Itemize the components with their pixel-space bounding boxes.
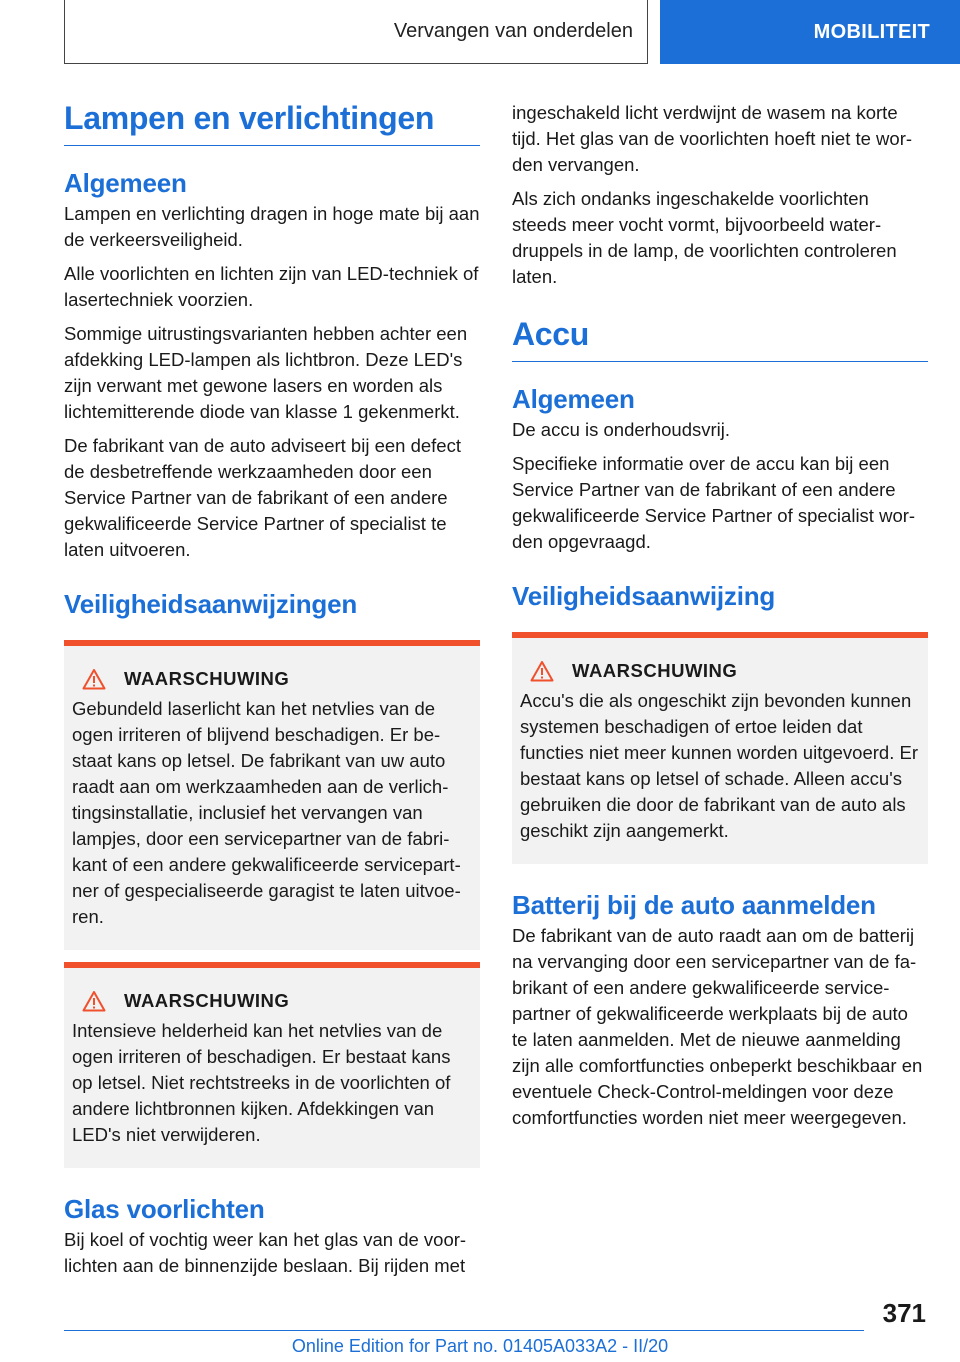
header-section-title: Vervangen van onderdelen (393, 20, 633, 42)
heading-algemeen-accu: Algemeen (512, 384, 635, 414)
paragraph: Als zich ondanks ingeschakelde voorlichten steeds meer vocht vormt, bijvoorbeeld waterdruppels in de lamp, de voorlichten controleren laten. (512, 188, 897, 287)
heading-algemeen-lampen: Algemeen (64, 168, 187, 198)
heading-veiligheidsaanwijzing: Veiligheidsaanwijzing (512, 581, 776, 611)
paragraph: De fabrikant van de auto raadt aan om de batterij na vervanging door een servicepartner van de fabrikant of een andere gekwalificeerde servicepartner of gekwalificeerde werkplaats bij de auto te laten aanmelden. Met de nieuwe aanmelding zijn alle comfortfuncties onbeperkt beschikbaar en eventuele Check-Control-meldingen voor deze comfortfuncties worden niet meer weergegeven. (512, 925, 923, 1128)
warning-title: WAARSCHUWING (124, 990, 290, 1011)
paragraph: De fabrikant van de auto adviseert bij een defect de desbetreffende werkzaamheden door een Service Partner van de fabrikant of een andere gekwalificeerde Service Partner of specialist te laten uitvoeren. (64, 435, 461, 560)
section-title-accu: Accu (512, 316, 928, 362)
header-chapter-tab[interactable] (660, 0, 960, 64)
header-chapter-label: MOBILITEIT (813, 20, 930, 43)
warning-box (64, 640, 480, 950)
footer-divider (64, 1330, 864, 1331)
warning-text: Intensieve helderheid kan het netvlies van de ogen irriteren of beschadigen. Er bestaat kans op letsel. Niet rechtstreeks in de voorlichten of andere lichtbronnen kijken. Afdekkingen van LED's niet verwijderen. (72, 1020, 451, 1145)
paragraph: De accu is onderhoudsvrij. (512, 419, 730, 440)
warning-triangle-icon (530, 660, 554, 682)
right-column (512, 100, 928, 1131)
page-number: 371 (882, 1298, 926, 1328)
warning-triangle-icon (82, 668, 106, 690)
warning-title: WAARSCHUWING (124, 668, 290, 689)
paragraph: Lampen en verlichting dragen in hoge mate bij aan de verkeersveiligheid. (64, 203, 480, 250)
paragraph: ingeschakeld licht verdwijnt de wasem na korte tijd. Het glas van de voorlichten hoeft niet te worden vervangen. (512, 102, 913, 175)
footer-edition: Online Edition for Part no. 01405A033A2 - II/20 (291, 1336, 669, 1356)
left-column (64, 100, 480, 1279)
warning-text: Gebundeld laserlicht kan het netvlies van de ogen irriteren of blijvend beschadigen. Er bestaat kans op letsel. De fabrikant van uw auto raadt aan om werkzaamheden aan de verlichtingsinstallatie, inclusief het vervangen van lampjes, door een servicepartner van de fabrikant of een andere gekwalificeerde servicepartner of gespecialiseerde garagist te laten uitvoeren. (72, 698, 461, 927)
paragraph: Sommige uitrustingsvarianten hebben achter een afdekking LED-lampen als lichtbron. Deze LED's zijn verwant met gewone lasers en worden als lichtemitterende diode van klasse 1 gekenmerkt. (64, 323, 468, 422)
warning-text: Accu's die als ongeschikt zijn bevonden kunnen systemen beschadigen of ertoe leiden dat functies niet meer kunnen worden uitgevoerd. Er bestaat kans op letsel of schade. Alleen accu's gebruiken die door de fabrikant van de auto als geschikt zijn aangemerkt. (520, 690, 918, 841)
warning-triangle-icon (82, 990, 106, 1012)
paragraph: Specifieke informatie over de accu kan bij een Service Partner van de fabrikant of een andere gekwalificeerde Service Partner of specialist worden opgevraagd. (512, 453, 916, 552)
paragraph: Bij koel of vochtig weer kan het glas van de voorlichten aan de binnenzijde beslaan. Bij rijden met (64, 1229, 467, 1276)
heading-veiligheidsaanwijzingen: Veiligheidsaanwijzingen (64, 589, 358, 619)
warning-box (512, 632, 928, 864)
paragraph: Alle voorlichten en lichten zijn van LED-techniek of lasertechniek voorzien. (64, 263, 479, 310)
warning-title: WAARSCHUWING (572, 660, 738, 681)
header-section-box (64, 0, 648, 64)
warning-box (64, 962, 480, 1168)
section-title-lampen: Lampen en verlichtingen (64, 100, 480, 146)
heading-batterij-aanmelden: Batterij bij de auto aanmelden (512, 890, 876, 920)
heading-glas-voorlichten: Glas voorlichten (64, 1194, 265, 1224)
